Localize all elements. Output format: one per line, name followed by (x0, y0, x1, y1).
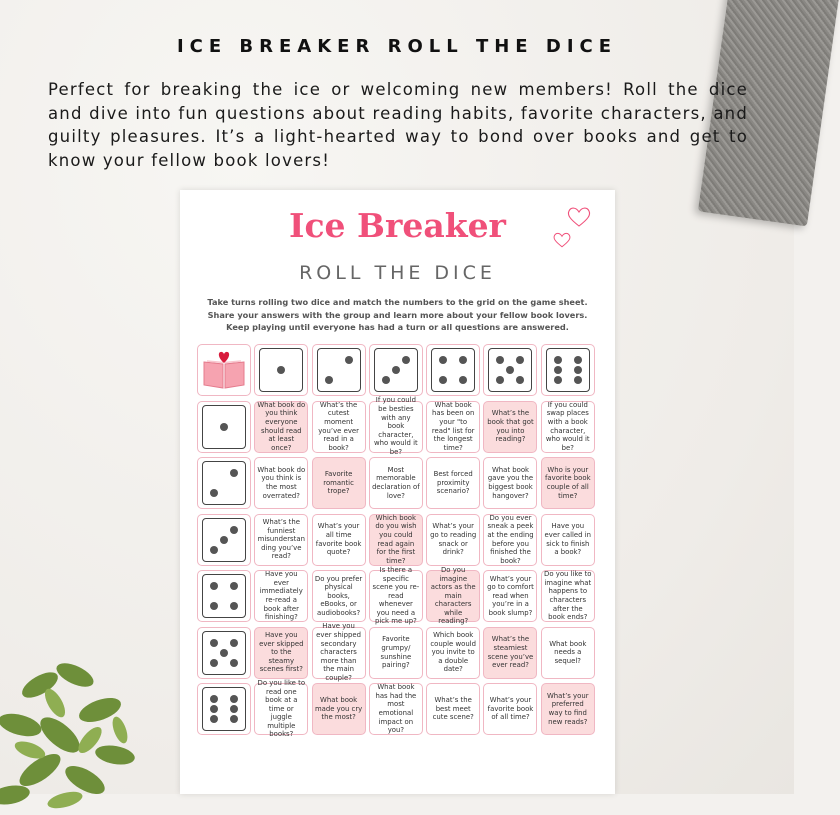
question-text: What book do you think everyone should read at least once? (257, 400, 306, 452)
question-cell (426, 565, 480, 626)
question-cell (483, 627, 537, 679)
heart-icon (552, 231, 572, 249)
question-text: What book made you cry the most? (314, 696, 363, 722)
question-text: Which book couple would you invite to a double date? (430, 631, 476, 674)
die-pip (220, 649, 228, 657)
question-cell (541, 457, 595, 509)
die-pip (230, 526, 238, 534)
die-pip (210, 705, 218, 713)
header-title: ICE BREAKER ROLL THE DICE (176, 36, 618, 57)
question-cell (312, 683, 366, 735)
question-cell (483, 683, 537, 735)
die-pip (210, 489, 218, 497)
die-pip (459, 356, 467, 364)
question-cell (541, 401, 595, 453)
die-pip (230, 582, 238, 590)
question-text: Which book do you wish you could read again for the first time? (375, 513, 417, 565)
die-pip (277, 366, 285, 374)
die-pip (230, 715, 238, 723)
question-text: Do you prefer physical books, eBooks, or audiobooks? (314, 574, 363, 617)
die-pip (506, 366, 514, 374)
question-cell (426, 401, 480, 453)
question-cell (254, 678, 308, 739)
die-1-icon (259, 348, 303, 392)
die-pip (516, 376, 524, 384)
question-cell (312, 401, 366, 453)
question-text: Do you ever sneak a peek at the ending before you finished the book? (487, 513, 534, 565)
question-cell (483, 457, 537, 509)
die-pip (392, 366, 400, 374)
question-text: Is there a specific scene you re-read whenever you need a pick me up? (372, 565, 420, 626)
die-pip (574, 376, 582, 384)
die-5-icon (202, 631, 246, 675)
question-cell (483, 570, 537, 622)
die-pip (554, 376, 562, 384)
question-text: Do you imagine actors as the main characters while reading? (430, 565, 476, 626)
die-pip (210, 659, 218, 667)
column-die-cell (254, 344, 308, 396)
question-text: Have you ever called in sick to finish a book? (544, 522, 592, 557)
die-6-icon (202, 687, 246, 731)
corner-cell (197, 344, 251, 396)
die-pip (230, 602, 238, 610)
die-pip (402, 356, 410, 364)
question-cell (254, 627, 308, 679)
question-cell (369, 396, 423, 456)
question-text: Do you like to read one book at a time or juggle multiple books? (257, 678, 306, 739)
sheet-subtitle: ROLL THE DICE (299, 262, 496, 284)
die-4-icon (431, 348, 475, 392)
die-pip (439, 356, 447, 364)
question-cell (426, 457, 480, 509)
question-cell (254, 514, 308, 566)
question-cell (541, 514, 595, 566)
question-cell (312, 570, 366, 622)
die-pip (439, 376, 447, 384)
die-pip (210, 695, 218, 703)
row-die-cell (197, 401, 251, 453)
column-die-cell (541, 344, 595, 396)
die-pip (210, 602, 218, 610)
question-cell (312, 514, 366, 566)
question-text: Have you ever shipped secondary characters more than the main couple? (316, 622, 361, 682)
die-pip (210, 582, 218, 590)
question-text: What’s your favorite book of all time? (487, 696, 534, 722)
die-pip (230, 469, 238, 477)
question-cell (426, 683, 480, 735)
question-text: What’s your all time favorite book quote? (315, 522, 362, 557)
die-5-icon (488, 348, 532, 392)
column-die-cell (369, 344, 423, 396)
question-text: If you could be besties with any book character, who would it be? (374, 396, 418, 456)
question-cell (369, 514, 423, 566)
die-pip (554, 366, 562, 374)
question-text: What’s the steamiest scene you’ve ever read? (487, 635, 534, 670)
question-text: What book has been on your "to read" list for the longest time? (431, 400, 475, 452)
die-pip (459, 376, 467, 384)
question-cell (541, 570, 595, 622)
die-pip (210, 715, 218, 723)
row-die-cell (197, 683, 251, 735)
question-cell (369, 565, 423, 626)
die-pip (230, 639, 238, 647)
die-pip (496, 356, 504, 364)
question-cell (312, 622, 366, 682)
die-pip (325, 376, 333, 384)
game-sheet (180, 190, 615, 794)
die-pip (496, 376, 504, 384)
question-text: What’s your go to reading snack or drink? (430, 522, 477, 557)
die-4-icon (202, 574, 246, 618)
row-die-cell (197, 457, 251, 509)
die-pip (516, 356, 524, 364)
question-text: What book has had the most emotional impact on you? (375, 683, 417, 735)
die-pip (210, 639, 218, 647)
question-cell (541, 683, 595, 735)
question-grid (197, 344, 599, 739)
question-cell (369, 457, 423, 509)
question-text: Have you ever immediately re-read a book after finishing? (259, 570, 303, 622)
question-text: Most memorable declaration of love? (372, 465, 420, 500)
column-die-cell (483, 344, 537, 396)
question-cell (312, 457, 366, 509)
die-pip (574, 356, 582, 364)
die-pip (382, 376, 390, 384)
row-die-cell (197, 514, 251, 566)
die-pip (220, 536, 228, 544)
plant-decoration (0, 615, 150, 815)
question-cell (483, 401, 537, 453)
question-text: Do you like to imagine what happens to characters after the book ends? (544, 570, 592, 622)
question-text: What’s the cutest moment you’ve ever read in a book? (318, 400, 359, 452)
question-cell (254, 457, 308, 509)
die-pip (574, 366, 582, 374)
die-6-icon (546, 348, 590, 392)
question-cell (369, 627, 423, 679)
die-pip (220, 423, 228, 431)
question-text: Have you ever skipped to the steamy scenes first? (259, 631, 304, 674)
question-cell (483, 514, 537, 566)
question-text: Favorite romantic trope? (323, 470, 354, 496)
question-text: What book gave you the biggest book hangover? (487, 465, 534, 500)
die-pip (210, 546, 218, 554)
question-text: What’s the funniest misunderstan ding you’ve read? (257, 518, 305, 561)
question-text: Favorite grumpy/ sunshine pairing? (380, 635, 412, 670)
question-text: What’s the best meet cute scene? (432, 696, 474, 722)
column-die-cell (312, 344, 366, 396)
question-text: What’s the book that got you into reading? (487, 409, 534, 444)
question-text: What book needs a sequel? (549, 639, 587, 665)
question-cell (254, 401, 308, 453)
row-die-cell (197, 627, 251, 679)
question-text: Who is your favorite book couple of all time? (544, 465, 591, 500)
header-description: Perfect for breaking the ice or welcoming new members! Roll the dice and dive into fun questions about reading habits, favorite characters, and guilty pleasures. It’s a light-hearted way to bond over books and get to know your fellow book lovers! (48, 80, 748, 170)
die-3-icon (202, 518, 246, 562)
question-cell (369, 683, 423, 735)
book-heart-icon (201, 350, 247, 390)
question-text: What’s your preferred way to find new reads? (546, 691, 589, 726)
question-cell (426, 514, 480, 566)
die-pip (230, 705, 238, 713)
die-2-icon (317, 348, 361, 392)
die-pip (230, 695, 238, 703)
question-cell (426, 627, 480, 679)
die-pip (345, 356, 353, 364)
die-2-icon (202, 461, 246, 505)
die-3-icon (374, 348, 418, 392)
question-text: If you could swap places with a book character, who would it be? (545, 400, 590, 452)
die-pip (230, 659, 238, 667)
question-cell (541, 627, 595, 679)
question-text: What book do you think is the most overrated? (257, 465, 306, 500)
die-1-icon (202, 405, 246, 449)
question-text: Best forced proximity scenario? (433, 470, 473, 496)
sheet-instructions: Take turns rolling two dice and match the numbers to the grid on the game sheet. Share your answers with the group and learn more about your fellow book lovers. Keep playing until everyone has had a turn or all questions are answered. (207, 297, 588, 332)
question-cell (254, 570, 308, 622)
row-die-cell (197, 570, 251, 622)
die-pip (554, 356, 562, 364)
sheet-title: Ice Breaker (289, 206, 506, 245)
column-die-cell (426, 344, 480, 396)
question-text: What’s your go to comfort read when you’re in a book slump? (487, 574, 534, 617)
heart-icon (566, 205, 592, 229)
